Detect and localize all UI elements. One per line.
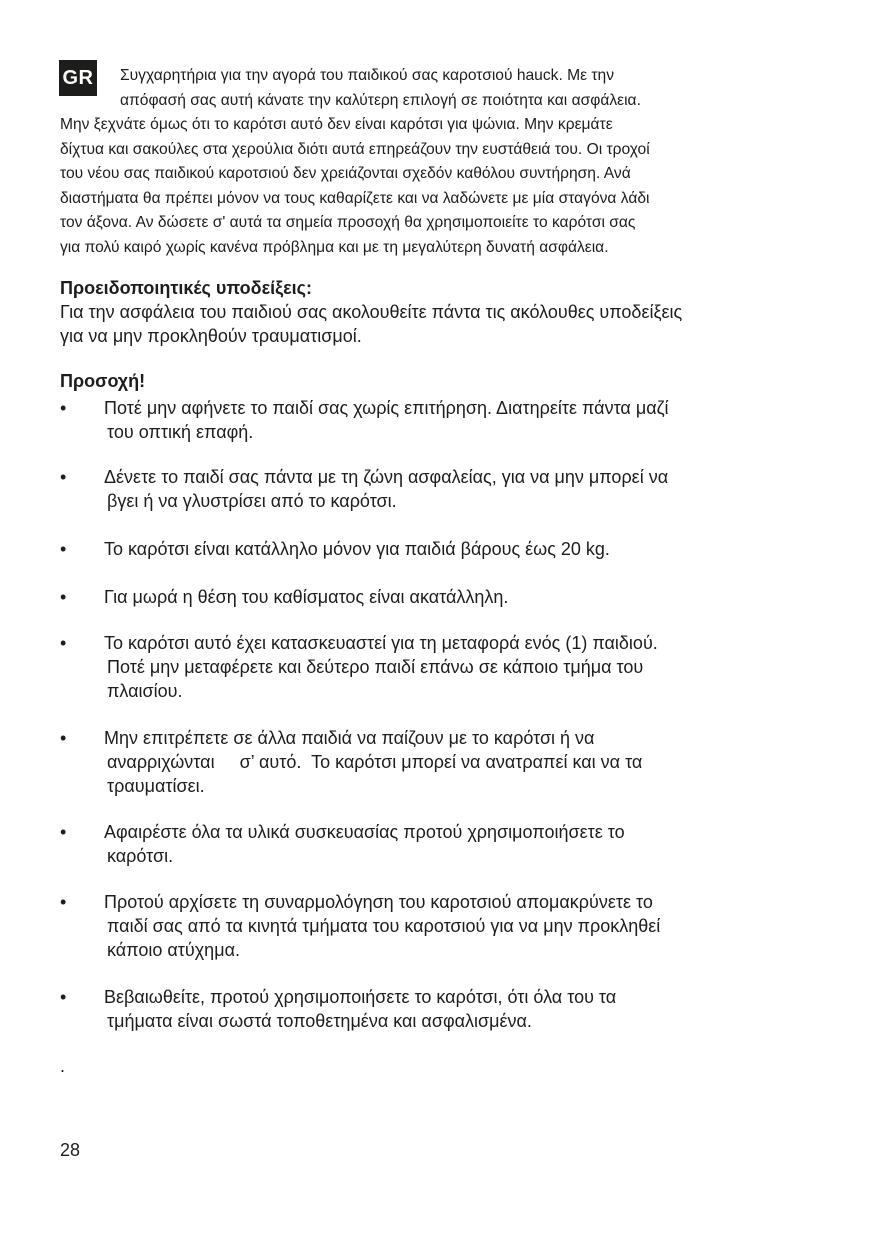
- bullet-marker: •: [60, 587, 67, 607]
- intro-line: τον άξονα. Αν δώσετε σ' αυτά τα σημεία προσοχή θα χρησιμοποιείτε το καρότσι σας: [60, 214, 636, 231]
- intro-line: απόφασή σας αυτή κάνατε την καλύτερη επιλογή σε ποιότητα και ασφάλεια.: [120, 91, 641, 109]
- list-item: [60, 465, 820, 513]
- intro-line: διαστήματα θα πρέπει μόνον να τους καθαρίζετε και να λαδώνετε με μία σταγόνα λάδι: [60, 189, 650, 207]
- list-item-text: Το καρότσι είναι κατάλληλο μόνον για παιδιά βάρους έως 20 kg.: [104, 539, 610, 559]
- list-item: [60, 820, 820, 868]
- language-badge: GR: [59, 60, 97, 96]
- list-item-text: Για μωρά η θέση του καθίσματος είναι ακατάλληλη.: [104, 587, 509, 607]
- bullet-marker: •: [60, 633, 67, 653]
- intro-line: Μην ξεχνάτε όμως ότι το καρότσι αυτό δεν είναι καρότσι για ψώνια. Μην κρεμάτε: [60, 116, 613, 133]
- warnings-line: Για την ασφάλεια του παιδιού σας ακολουθείτε πάντα τις ακόλουθες υποδείξεις: [60, 302, 683, 322]
- bullet-marker: •: [60, 539, 67, 559]
- bullet-marker: •: [60, 987, 67, 1007]
- warnings-heading: Προειδοποιητικές υποδείξεις:: [60, 278, 313, 298]
- intro-line: Συγχαρητήρια για την αγορά του παιδικού σας καροτσιού hauck. Με την: [120, 67, 615, 84]
- intro-line: δίχτυα και σακούλες στα χερούλια διότι αυτά επηρεάζουν την ευστάθειά του. Οι τροχοί: [60, 140, 650, 158]
- bullet-marker: •: [60, 398, 67, 418]
- bullet-marker: •: [60, 822, 67, 842]
- stray-mark: .: [60, 1056, 66, 1076]
- list-item: [60, 985, 820, 1033]
- bullet-marker: •: [60, 728, 67, 748]
- list-item: [60, 585, 820, 609]
- list-item: [60, 631, 820, 703]
- list-item-text: Δένετε το παιδί σας πάντα με τη ζώνη ασφαλείας, για να μην μπορεί να βγει ή να γλυστρίσει από το καρότσι.: [104, 467, 669, 511]
- list-item: [60, 396, 820, 444]
- list-item: [60, 537, 820, 561]
- list-item-text: Προτού αρχίσετε τη συναρμολόγηση του καροτσιού απομακρύνετε το παιδί σας από τα κινητά τμήματα του καροτσιού για να μην προκληθεί κάποιο ατύχημα.: [104, 892, 661, 960]
- intro-paragraph: [60, 64, 790, 260]
- list-item-text: Ποτέ μην αφήνετε το παιδί σας χωρίς επιτήρηση. Διατηρείτε πάντα μαζί του οπτική επαφή.: [104, 398, 669, 442]
- list-item-text: Βεβαιωθείτε, προτού χρησιμοποιήσετε το καρότσι, ότι όλα του τα τμήματα είναι σωστά τοποθετημένα και ασφαλισμένα.: [104, 987, 617, 1031]
- list-item-text: Το καρότσι αυτό έχει κατασκευαστεί για τη μεταφορά ενός (1) παιδιού. Ποτέ μην μεταφέρετε και δεύτερο παιδί επάνω σε κάποιο τμήμα του πλαισίου.: [104, 633, 658, 701]
- bullet-marker: •: [60, 892, 67, 912]
- list-item-text: Μην επιτρέπετε σε άλλα παιδιά να παίζουν με το καρότσι ή να αναρριχώνται σ’ αυτό. Το καρότσι μπορεί να ανατραπεί και να τα τραυματίσει.: [104, 728, 643, 796]
- warnings-text: [60, 300, 800, 348]
- list-item: [60, 726, 820, 798]
- page-number: 28: [60, 1140, 81, 1160]
- list-item-text: Αφαιρέστε όλα τα υλικά συσκευασίας προτού χρησιμοποιήσετε το καρότσι.: [104, 822, 625, 866]
- list-item: [60, 890, 820, 962]
- warnings-line: για να μην προκληθούν τραυματισμοί.: [60, 326, 362, 346]
- intro-line: του νέου σας παιδικού καροτσιού δεν χρειάζονται σχεδόν καθόλου συντήρηση. Ανά: [60, 165, 631, 182]
- caution-heading: Προσοχή!: [60, 371, 146, 391]
- intro-line: για πολύ καιρό χωρίς κανένα πρόβλημα και με τη μεγαλύτερη δυνατή ασφάλεια.: [60, 238, 609, 256]
- bullet-marker: •: [60, 467, 67, 487]
